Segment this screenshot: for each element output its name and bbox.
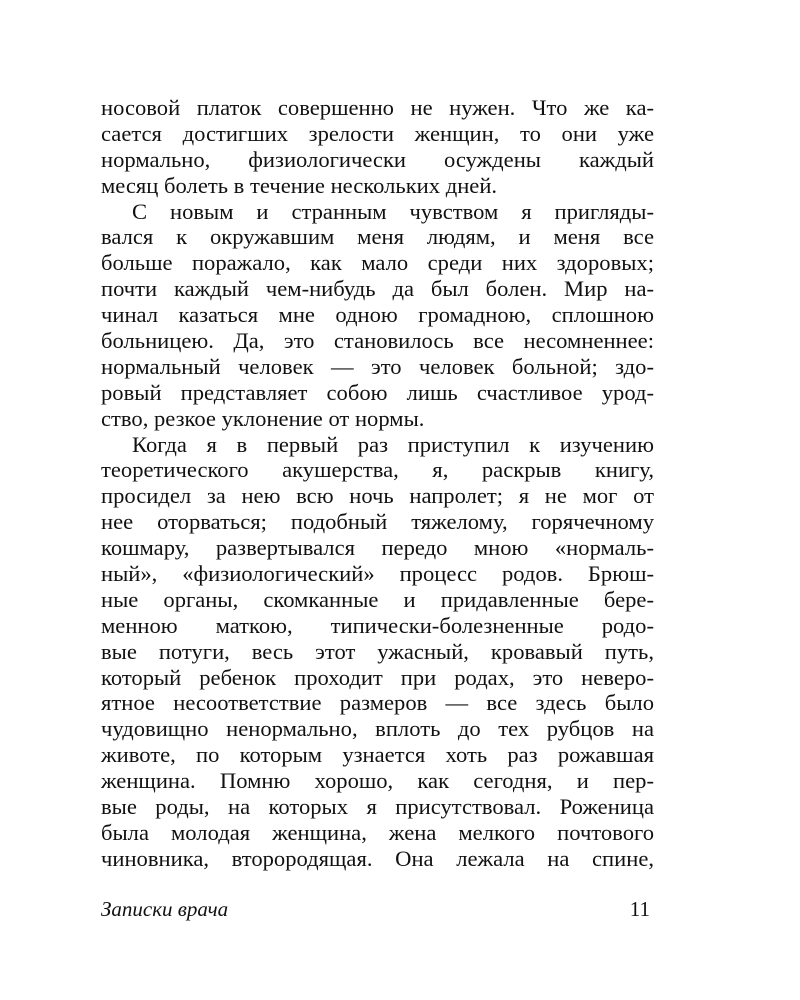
text-line: чудовищно ненормально, вплоть до тех рубцов на: [101, 716, 654, 742]
text-line: почти каждый чем-нибудь да был болен. Мир на-: [101, 276, 654, 302]
text-line: ровый представляет собою лишь счастливое урод-: [101, 379, 654, 405]
running-title: Записки врача: [101, 897, 229, 921]
text-line: теоретического акушерства, я, раскрыв книгу,: [101, 457, 654, 483]
text-line: была молодая женщина, жена мелкого почтового: [101, 819, 654, 845]
text-line: который ребенок проходит при родах, это неверо-: [101, 664, 654, 690]
text-line: нее оторваться; подобный тяжелому, горячечному: [101, 509, 654, 535]
text-line: нормально, физиологически осуждены каждый: [101, 146, 654, 172]
text-line: вые роды, на которых я присутствовал. Роженица: [101, 794, 654, 820]
text-line: чинал казаться мне одною громадною, сплошною: [101, 302, 654, 328]
text-line: чиновника, второродящая. Она лежала на спине,: [101, 845, 654, 871]
page-number: 11: [629, 897, 650, 921]
text-line: больницею. Да, это становилось все несомненнее:: [101, 328, 654, 354]
text-line: носовой платок совершенно не нужен. Что же ка-: [101, 95, 654, 120]
text-line: сается достигших зрелости женщин, то они уже: [101, 120, 654, 146]
page-footer: [101, 895, 654, 923]
text-line: кошмару, развертывался передо мною «нормаль-: [101, 535, 654, 561]
text-line: вался к окружавшим меня людям, и меня все: [101, 224, 654, 250]
text-line: просидел за нею всю ночь напролет; я не мог от: [101, 483, 654, 509]
text-line: месяц болеть в течение нескольких дней.: [101, 172, 498, 198]
text-line: ный», «физиологический» процесс родов. Брюш-: [101, 561, 654, 587]
text-line: женщина. Помню хорошо, как сегодня, и пер-: [101, 768, 654, 794]
text-line: больше поражало, как мало среди них здоровых;: [101, 250, 654, 276]
paragraph-first-line: С новым и странным чувством я пригляды-: [132, 198, 654, 224]
text-line: ятное несоответствие размеров — все здесь было: [101, 690, 654, 716]
text-line: ство, резкое уклонение от нормы.: [101, 405, 425, 431]
text-line: вые потуги, весь этот ужасный, кровавый путь,: [101, 638, 654, 664]
text-line: ные органы, скомканные и придавленные бере-: [101, 586, 654, 612]
text-line: менною маткою, типически-болезненные родо-: [101, 612, 654, 638]
body-text: [101, 95, 654, 872]
text-line: животе, по которым узнается хоть раз рожавшая: [101, 742, 654, 768]
text-line: нормальный человек — это человек больной; здо-: [101, 353, 654, 379]
paragraph-first-line: Когда я в первый раз приступил к изучению: [132, 431, 654, 457]
